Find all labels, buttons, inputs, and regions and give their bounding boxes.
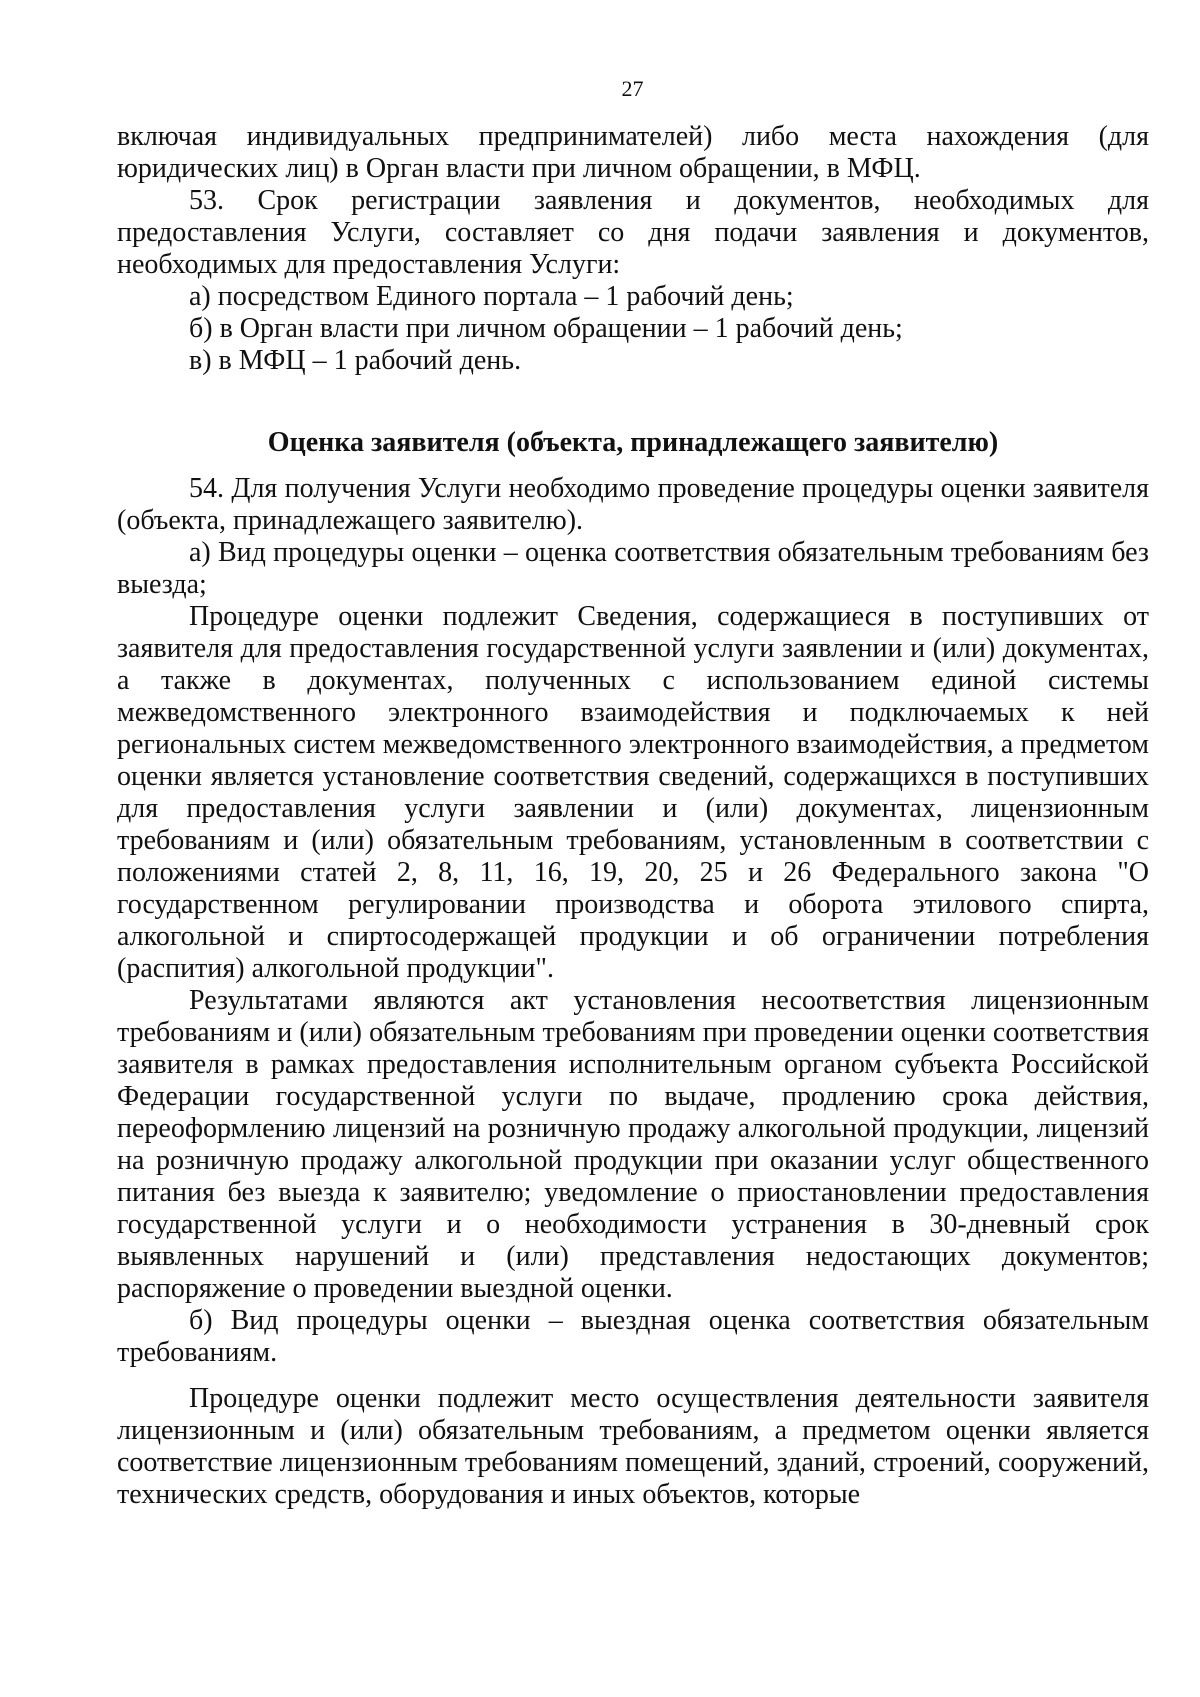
paragraph-assessment-subject: Процедуре оценки подлежит Сведения, содержащиеся в поступивших от заявителя для предоставления государственной услуги заявлении и (или) документах, а также в документах, полученных с использованием единой системы межведомственного электронного взаимодействия и подключаемых к ней региональных систем межведомственного электронного взаимодействия, а предметом оценки является установление соответствия сведений, содержащихся в поступивших для предоставления услуги заявлении и (или) документах, лицензионным требованиям и (или) обязательным требованиям, установленным в соответствии с положениями статей 2, 8, 11, 16, 19, 20, 25 и 26 Федерального закона "О государственном регулировании производства и оборота этилового спирта, алкогольной и спиртосодержащей продукции и об ограничении потребления (распития) алкогольной продукции".	[117, 601, 1149, 984]
page-number: 27	[621, 76, 644, 101]
document-body	[117, 121, 1149, 1511]
list-item-a: а) посредством Единого портала – 1 рабочий день;	[189, 281, 794, 312]
paragraph-continuation: включая индивидуальных предпринимателей) либо места нахождения (для юридических лиц) в Орган власти при личном обращении, в МФЦ.	[117, 121, 1149, 184]
spacer	[117, 377, 1149, 427]
spacer	[117, 1369, 1149, 1383]
paragraph-item-54: 54. Для получения Услуги необходимо проведение процедуры оценки заявителя (объекта, принадлежащего заявителю).	[117, 473, 1149, 536]
paragraph-results: Результатами являются акт установления несоответствия лицензионным требованиям и (или) обязательным требованиям при проведении оценки соответствия заявителя в рамках предоставления исполнительным органом субъекта Российской Федерации государственной услуги по выдаче, продлению срока действия, переоформлению лицензий на розничную продажу алкогольной продукции, лицензий на розничную продажу алкогольной продукции при оказании услуг общественного питания без выезда к заявителю; уведомление о приостановлении предоставления государственной услуги и о необходимости устранения в 30-дневный срок выявленных нарушений и (или) представления недостающих документов; распоряжение о проведении выездной оценки.	[117, 985, 1149, 1304]
paragraph-onsite-subject: Процедуре оценки подлежит место осуществления деятельности заявителя лицензионным и (или) обязательным требованиям, а предметом оценки является соответствие лицензионным требованиям помещений, зданий, строений, сооружений, технических средств, оборудования и иных объектов, которые	[117, 1383, 1149, 1510]
spacer	[117, 459, 1149, 473]
section-heading: Оценка заявителя (объекта, принадлежащего заявителю)	[267, 427, 999, 458]
paragraph-assessment-type-a: а) Вид процедуры оценки – оценка соответствия обязательным требованиям без выезда;	[117, 537, 1149, 600]
paragraph-item-53: 53. Срок регистрации заявления и документов, необходимых для предоставления Услуги, составляет со дня подачи заявления и документов, необходимых для предоставления Услуги:	[117, 185, 1149, 280]
list-item-b: б) в Орган власти при личном обращении – 1 рабочий день;	[189, 313, 903, 344]
paragraph-assessment-type-b: б) Вид процедуры оценки – выездная оценка соответствия обязательным требованиям.	[117, 1305, 1149, 1368]
list-item-v: в) в МФЦ – 1 рабочий день.	[189, 345, 522, 376]
